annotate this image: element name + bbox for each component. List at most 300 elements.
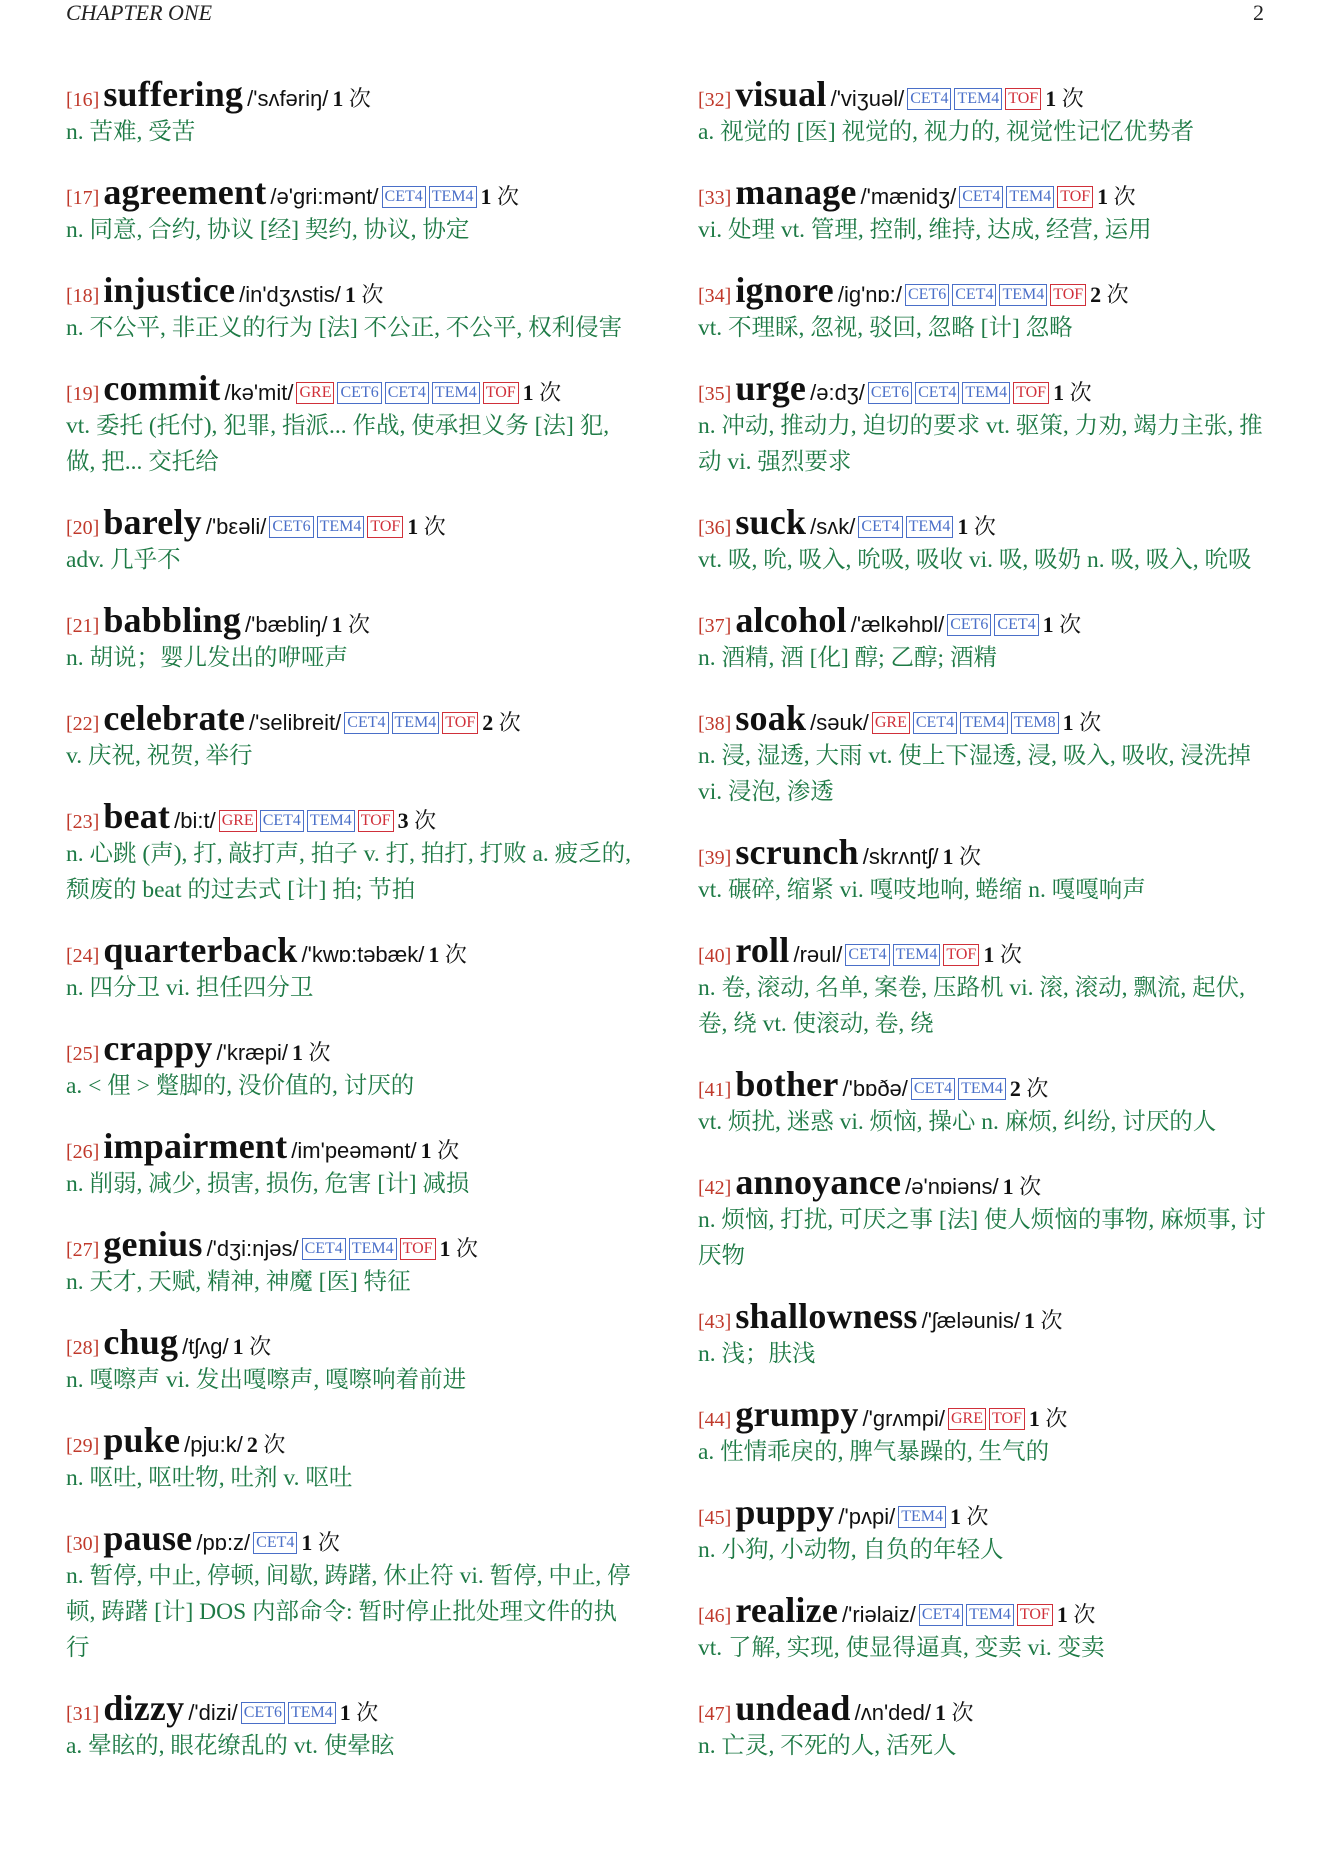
count-value: 2	[1009, 1076, 1021, 1101]
exam-tag: TOF	[943, 944, 979, 966]
phonetic: /'selibreit/	[249, 710, 342, 735]
vocab-entry	[698, 270, 1270, 346]
exam-tag: CET4	[952, 284, 996, 306]
frequency-count	[1097, 184, 1136, 209]
count-unit: 次	[348, 86, 371, 111]
headword: annoyance	[735, 1162, 902, 1202]
phonetic: /'ælkəhɒl/	[850, 612, 945, 637]
count-unit: 次	[1019, 1174, 1042, 1199]
headword: quarterback	[103, 930, 298, 970]
exam-tag: TEM4	[392, 712, 440, 734]
exam-tag: TEM4	[962, 382, 1010, 404]
headword-line	[698, 270, 1270, 310]
headword-line	[66, 172, 638, 212]
exam-tag: TOF	[400, 1238, 436, 1260]
definition: n. 嘎嚓声 vi. 发出嘎嚓声, 嘎嚓响着前进	[66, 1367, 467, 1393]
exam-tag: GRE	[296, 382, 334, 404]
headword: barely	[103, 502, 202, 542]
definition: n. 心跳 (声), 打, 敲打声, 拍子 v. 打, 拍打, 打败 a. 疲乏的, 颓废的 beat 的过去式 [计] 拍; 节拍	[66, 841, 632, 903]
count-unit: 次	[1040, 1308, 1063, 1333]
exam-tag: TEM4	[966, 1604, 1014, 1626]
definition: vt. 碾碎, 缩紧 vi. 嘎吱地响, 蜷缩 n. 嘎嘎响声	[698, 877, 1146, 903]
count-unit: 次	[348, 612, 371, 637]
vocab-entry	[698, 74, 1270, 150]
count-value: 1	[1042, 612, 1054, 637]
headword-line	[698, 1296, 1270, 1336]
entry-number: [29]	[66, 1435, 100, 1457]
phonetic: /'grʌmpi/	[862, 1406, 945, 1431]
count-value: 1	[983, 942, 995, 967]
definition: vt. 吸, 吮, 吸入, 吮吸, 吸收 vi. 吸, 吸奶 n. 吸, 吸入, 吮吸	[698, 547, 1252, 573]
definition: n. 苦难, 受苦	[66, 119, 196, 145]
frequency-count	[1043, 612, 1082, 637]
entry-number: [33]	[698, 187, 732, 209]
headword-line	[66, 1518, 638, 1558]
exam-tag: CET4	[845, 944, 889, 966]
headword-line	[66, 600, 638, 640]
headword-line	[698, 600, 1270, 640]
definition: a. 视觉的 [医] 视觉的, 视力的, 视觉性记忆优势者	[698, 119, 1195, 145]
entry-number: [34]	[698, 285, 732, 307]
entry-number: [20]	[66, 517, 100, 539]
exam-tag: TEM8	[1011, 712, 1059, 734]
vocab-entry	[698, 1688, 1270, 1764]
exam-tag: CET4	[858, 516, 902, 538]
phonetic: /'ʃæləunis/	[921, 1308, 1020, 1333]
phonetic: /'kwɒ:təbæk/	[301, 942, 425, 967]
count-unit: 次	[951, 1700, 974, 1725]
definition: vt. 委托 (托付), 犯罪, 指派... 作战, 使承担义务 [法] 犯, 做, 把... 交托给	[66, 413, 610, 475]
headword: roll	[735, 930, 790, 970]
definition: n. 四分卫 vi. 担任四分卫	[66, 975, 314, 1001]
definition: vt. 了解, 实现, 使显得逼真, 变卖 vi. 变卖	[698, 1635, 1105, 1661]
phonetic: /pju:k/	[184, 1432, 243, 1457]
vocab-entry	[698, 1162, 1270, 1274]
vocab-entry	[698, 1064, 1270, 1140]
exam-tag: TOF	[1005, 88, 1041, 110]
phonetic: /'bæbliŋ/	[245, 612, 328, 637]
frequency-count	[943, 844, 982, 869]
frequency-count	[1057, 1602, 1096, 1627]
headword-line	[698, 930, 1270, 970]
exam-tag: TOF	[1057, 186, 1093, 208]
count-value: 1	[407, 514, 419, 539]
definition: n. 不公平, 非正义的行为 [法] 不公正, 不公平, 权利侵害	[66, 315, 623, 341]
definition: n. 冲动, 推动力, 迫切的要求 vt. 驱策, 力劝, 竭力主张, 推动 vi. 强烈要求	[698, 413, 1263, 475]
headword: visual	[735, 74, 827, 114]
count-value: 1	[1028, 1406, 1040, 1431]
phonetic: /ʌn'ded/	[854, 1700, 931, 1725]
definition: vt. 烦扰, 迷惑 vi. 烦恼, 操心 n. 麻烦, 纠纷, 讨厌的人	[698, 1109, 1217, 1135]
headword: dizzy	[103, 1688, 185, 1728]
frequency-count	[481, 184, 520, 209]
headword: impairment	[103, 1126, 288, 1166]
exam-tag: TEM4	[999, 284, 1047, 306]
headword: undead	[735, 1688, 851, 1728]
exam-tag: TEM4	[958, 1078, 1006, 1100]
count-unit: 次	[539, 380, 562, 405]
count-value: 2	[246, 1432, 258, 1457]
count-value: 1	[942, 844, 954, 869]
count-unit: 次	[317, 1530, 340, 1555]
count-value: 2	[1090, 282, 1102, 307]
definition: n. 浅；肤浅	[698, 1341, 816, 1367]
count-unit: 次	[1073, 1602, 1096, 1627]
frequency-count	[292, 1040, 331, 1065]
exam-tag: TEM4	[288, 1702, 336, 1724]
headword-line	[698, 502, 1270, 542]
count-value: 1	[439, 1236, 451, 1261]
headword: shallowness	[735, 1296, 918, 1336]
definition: n. 浸, 湿透, 大雨 vt. 使上下湿透, 浸, 吸入, 吸收, 浸洗掉 vi. 浸泡, 渗透	[698, 743, 1251, 805]
entry-number: [32]	[698, 89, 732, 111]
exam-tag: CET4	[253, 1532, 297, 1554]
entry-number: [44]	[698, 1409, 732, 1431]
count-value: 1	[522, 380, 534, 405]
vocab-entry	[698, 600, 1270, 676]
phonetic: /in'dʒʌstis/	[239, 282, 341, 307]
frequency-count	[1090, 282, 1129, 307]
phonetic: /'pʌpi/	[838, 1504, 896, 1529]
exam-tag: TEM4	[893, 944, 941, 966]
count-value: 1	[1023, 1308, 1035, 1333]
frequency-count	[983, 942, 1022, 967]
phonetic: /'viʒuəl/	[830, 86, 905, 111]
exam-tag: CET4	[919, 1604, 963, 1626]
headword-line	[66, 270, 638, 310]
frequency-count	[1053, 380, 1092, 405]
count-value: 1	[344, 282, 356, 307]
exam-tag: CET4	[907, 88, 951, 110]
frequency-count	[398, 808, 437, 833]
right-column	[698, 74, 1270, 1786]
count-value: 1	[934, 1700, 946, 1725]
headword: celebrate	[103, 698, 246, 738]
headword: urge	[735, 368, 807, 408]
count-value: 1	[1002, 1174, 1014, 1199]
vocab-entry	[698, 172, 1270, 248]
frequency-count	[421, 1138, 460, 1163]
count-value: 1	[301, 1530, 313, 1555]
exam-tag: TEM4	[954, 88, 1002, 110]
phonetic: /'kræpi/	[216, 1040, 288, 1065]
exam-tag: TEM4	[317, 516, 365, 538]
count-unit: 次	[263, 1432, 286, 1457]
count-value: 1	[950, 1504, 961, 1529]
vocab-entry	[698, 1590, 1270, 1666]
definition: n. 胡说；婴儿发出的咿哑声	[66, 645, 348, 671]
vocab-entry	[66, 1028, 638, 1104]
count-unit: 次	[973, 514, 996, 539]
entry-number: [36]	[698, 517, 732, 539]
headword-line	[66, 796, 638, 836]
phonetic: /'riəlaiz/	[842, 1602, 916, 1627]
entry-number: [22]	[66, 713, 100, 735]
frequency-count	[482, 710, 521, 735]
frequency-count	[428, 942, 467, 967]
headword: ignore	[735, 270, 834, 310]
vocab-entry	[698, 930, 1270, 1042]
count-unit: 次	[498, 710, 521, 735]
headword-line	[66, 74, 638, 114]
count-unit: 次	[356, 1700, 379, 1725]
frequency-count	[247, 1432, 286, 1457]
headword-line	[698, 172, 1270, 212]
headword: genius	[103, 1224, 203, 1264]
exam-tag: TOF	[1013, 382, 1049, 404]
exam-tag: CET6	[241, 1702, 285, 1724]
exam-tag: TEM4	[429, 186, 477, 208]
entry-number: [16]	[66, 89, 100, 111]
exam-tag: TOF	[367, 516, 403, 538]
exam-tag: TEM4	[349, 1238, 397, 1260]
headword-line	[66, 1028, 638, 1068]
phonetic: /ə'gri:mənt/	[270, 184, 379, 209]
headword: grumpy	[735, 1394, 859, 1434]
entry-number: [27]	[66, 1239, 100, 1261]
left-column	[66, 74, 638, 1786]
exam-tag: TOF	[442, 712, 478, 734]
headword: scrunch	[735, 832, 859, 872]
entry-number: [39]	[698, 847, 732, 869]
frequency-count	[233, 1334, 272, 1359]
frequency-count	[332, 86, 371, 111]
phonetic: /rəul/	[793, 942, 843, 967]
frequency-count	[957, 514, 996, 539]
definition: n. 暂停, 中止, 停顿, 间歇, 踌躇, 休止符 vi. 暂停, 中止, 停顿, 踌躇 [计] DOS 内部命令: 暂时停止批处理文件的执行	[66, 1563, 631, 1661]
headword-line	[698, 368, 1270, 408]
vocab-entry	[698, 502, 1270, 578]
count-value: 1	[1053, 380, 1065, 405]
exam-tag: CET4	[915, 382, 959, 404]
definition: vi. 处理 vt. 管理, 控制, 维持, 达成, 经营, 运用	[698, 217, 1152, 243]
entry-number: [43]	[698, 1311, 732, 1333]
entry-number: [24]	[66, 945, 100, 967]
definition: n. 天才, 天赋, 精神, 神魔 [医] 特征	[66, 1269, 411, 1295]
count-unit: 次	[966, 1504, 989, 1529]
entry-number: [47]	[698, 1703, 732, 1725]
exam-tag: TEM4	[1006, 186, 1054, 208]
count-value: 1	[1056, 1602, 1068, 1627]
exam-tag: CET6	[269, 516, 313, 538]
exam-tag: TEM4	[307, 810, 355, 832]
exam-tag: CET4	[959, 186, 1003, 208]
frequency-count	[345, 282, 384, 307]
headword-line	[66, 1322, 638, 1362]
count-unit: 次	[456, 1236, 479, 1261]
count-unit: 次	[1061, 86, 1084, 111]
frequency-count	[950, 1504, 989, 1529]
definition: n. 烦恼, 打扰, 可厌之事 [法] 使人烦恼的事物, 麻烦事, 讨厌物	[698, 1207, 1266, 1269]
chapter-title: CHAPTER ONE	[66, 0, 213, 25]
exam-tag: TOF	[483, 382, 519, 404]
exam-tag: GRE	[948, 1408, 986, 1430]
phonetic: /'mænidʒ/	[860, 184, 957, 209]
phonetic: /'bεəli/	[205, 514, 267, 539]
vocab-entry	[66, 930, 638, 1006]
vocab-entry	[66, 1322, 638, 1398]
phonetic: /səuk/	[810, 710, 869, 735]
frequency-count	[1010, 1076, 1049, 1101]
vocab-entry	[66, 796, 638, 908]
entry-number: [41]	[698, 1079, 732, 1101]
count-unit: 次	[1026, 1076, 1049, 1101]
definition: n. 卷, 滚动, 名单, 案卷, 压路机 vi. 滚, 滚动, 飘流, 起伏, 卷, 绕 vt. 使滚动, 卷, 绕	[698, 975, 1246, 1037]
count-unit: 次	[308, 1040, 331, 1065]
entry-number: [26]	[66, 1141, 100, 1163]
headword: babbling	[103, 600, 242, 640]
exam-tag: TOF	[1017, 1604, 1053, 1626]
frequency-count	[340, 1700, 379, 1725]
exam-tag: GRE	[872, 712, 910, 734]
exam-tag: CET6	[868, 382, 912, 404]
entry-number: [31]	[66, 1703, 100, 1725]
vocab-entry	[66, 1688, 638, 1764]
vocab-entry	[66, 1126, 638, 1202]
count-value: 1	[232, 1334, 244, 1359]
definition: a. < 俚 > 蹩脚的, 没价值的, 讨厌的	[66, 1073, 415, 1099]
entry-number: [46]	[698, 1605, 732, 1627]
vocab-entry	[66, 1224, 638, 1300]
vocab-entry	[66, 270, 638, 346]
definition: n. 酒精, 酒 [化] 醇; 乙醇; 酒精	[698, 645, 997, 671]
exam-tag: CET4	[260, 810, 304, 832]
count-unit: 次	[361, 282, 384, 307]
headword: chug	[103, 1322, 179, 1362]
phonetic: /sʌk/	[810, 514, 856, 539]
headword: alcohol	[735, 600, 847, 640]
headword-line	[66, 1126, 638, 1166]
frequency-count	[1003, 1174, 1042, 1199]
count-value: 1	[291, 1040, 303, 1065]
count-unit: 次	[437, 1138, 460, 1163]
count-unit: 次	[1059, 612, 1082, 637]
headword: pause	[103, 1518, 193, 1558]
count-unit: 次	[414, 808, 437, 833]
headword: bother	[735, 1064, 839, 1104]
exam-tag: CET4	[994, 614, 1038, 636]
frequency-count	[332, 612, 371, 637]
count-value: 1	[331, 612, 343, 637]
phonetic: /'dʒi:njəs/	[206, 1236, 299, 1261]
vocab-entry	[698, 698, 1270, 810]
headword: realize	[735, 1590, 838, 1630]
exam-tag: CET6	[905, 284, 949, 306]
definition: n. 亡灵, 不死的人, 活死人	[698, 1733, 957, 1759]
frequency-count	[1029, 1406, 1068, 1431]
count-unit: 次	[1106, 282, 1129, 307]
headword: puke	[103, 1420, 181, 1460]
headword: manage	[735, 172, 857, 212]
definition: v. 庆祝, 祝贺, 举行	[66, 743, 253, 769]
headword-line	[698, 1394, 1270, 1434]
entry-number: [18]	[66, 285, 100, 307]
entry-number: [38]	[698, 713, 732, 735]
entry-number: [28]	[66, 1337, 100, 1359]
headword-line	[66, 502, 638, 542]
headword-line	[698, 698, 1270, 738]
headword-line	[66, 1688, 638, 1728]
headword-line	[698, 832, 1270, 872]
count-value: 1	[428, 942, 440, 967]
vocab-entry	[66, 1518, 638, 1666]
frequency-count	[1024, 1308, 1063, 1333]
headword: injustice	[103, 270, 236, 310]
headword-line	[698, 74, 1270, 114]
count-value: 2	[482, 710, 494, 735]
vocab-entry	[698, 1296, 1270, 1372]
count-value: 1	[339, 1700, 351, 1725]
entry-number: [40]	[698, 945, 732, 967]
headword-line	[66, 698, 638, 738]
definition: adv. 几乎不	[66, 547, 181, 573]
definition: a. 晕眩的, 眼花缭乱的 vt. 使晕眩	[66, 1733, 395, 1759]
exam-tag: TOF	[1050, 284, 1086, 306]
count-unit: 次	[497, 184, 520, 209]
entry-number: [17]	[66, 187, 100, 209]
count-value: 1	[480, 184, 492, 209]
frequency-count	[1045, 86, 1084, 111]
headword-line	[66, 1420, 638, 1460]
exam-tag: CET4	[344, 712, 388, 734]
phonetic: /ə:dʒ/	[810, 380, 865, 405]
count-unit: 次	[249, 1334, 272, 1359]
phonetic: /skrʌntʃ/	[862, 844, 939, 869]
frequency-count	[301, 1530, 340, 1555]
exam-tag: CET6	[947, 614, 991, 636]
exam-tag: CET4	[385, 382, 429, 404]
definition: a. 性情乖戾的, 脾气暴躁的, 生气的	[698, 1439, 1050, 1465]
vocab-entry	[66, 368, 638, 480]
vocab-entry	[66, 698, 638, 774]
headword: suffering	[103, 74, 244, 114]
exam-tag: GRE	[219, 810, 257, 832]
frequency-count	[1063, 710, 1102, 735]
frequency-count	[440, 1236, 479, 1261]
entry-number: [42]	[698, 1177, 732, 1199]
entry-number: [35]	[698, 383, 732, 405]
frequency-count	[523, 380, 562, 405]
phonetic: /'dizi/	[188, 1700, 238, 1725]
vocab-entry	[66, 1420, 638, 1496]
entry-number: [25]	[66, 1043, 100, 1065]
headword-line	[698, 1492, 1270, 1532]
entry-number: [37]	[698, 615, 732, 637]
entry-number: [23]	[66, 811, 100, 833]
frequency-count	[407, 514, 446, 539]
count-unit: 次	[423, 514, 446, 539]
exam-tag: TEM4	[906, 516, 954, 538]
exam-tag: CET4	[382, 186, 426, 208]
exam-tag: CET6	[337, 382, 381, 404]
count-unit: 次	[444, 942, 467, 967]
vocab-entry	[66, 172, 638, 248]
phonetic: /tʃʌg/	[182, 1334, 229, 1359]
phonetic: /pɒ:z/	[196, 1530, 251, 1555]
phonetic: /'bɒðə/	[842, 1076, 908, 1101]
headword: commit	[103, 368, 221, 408]
entry-number: [30]	[66, 1533, 100, 1555]
definition: n. 呕吐, 呕吐物, 吐剂 v. 呕吐	[66, 1465, 353, 1491]
count-value: 1	[420, 1138, 432, 1163]
frequency-count	[935, 1700, 974, 1725]
exam-tag: TEM4	[960, 712, 1008, 734]
count-unit: 次	[1045, 1406, 1068, 1431]
exam-tag: TEM4	[432, 382, 480, 404]
exam-tag: TEM4	[898, 1506, 946, 1528]
count-unit: 次	[1069, 380, 1092, 405]
vocab-entry	[66, 502, 638, 578]
